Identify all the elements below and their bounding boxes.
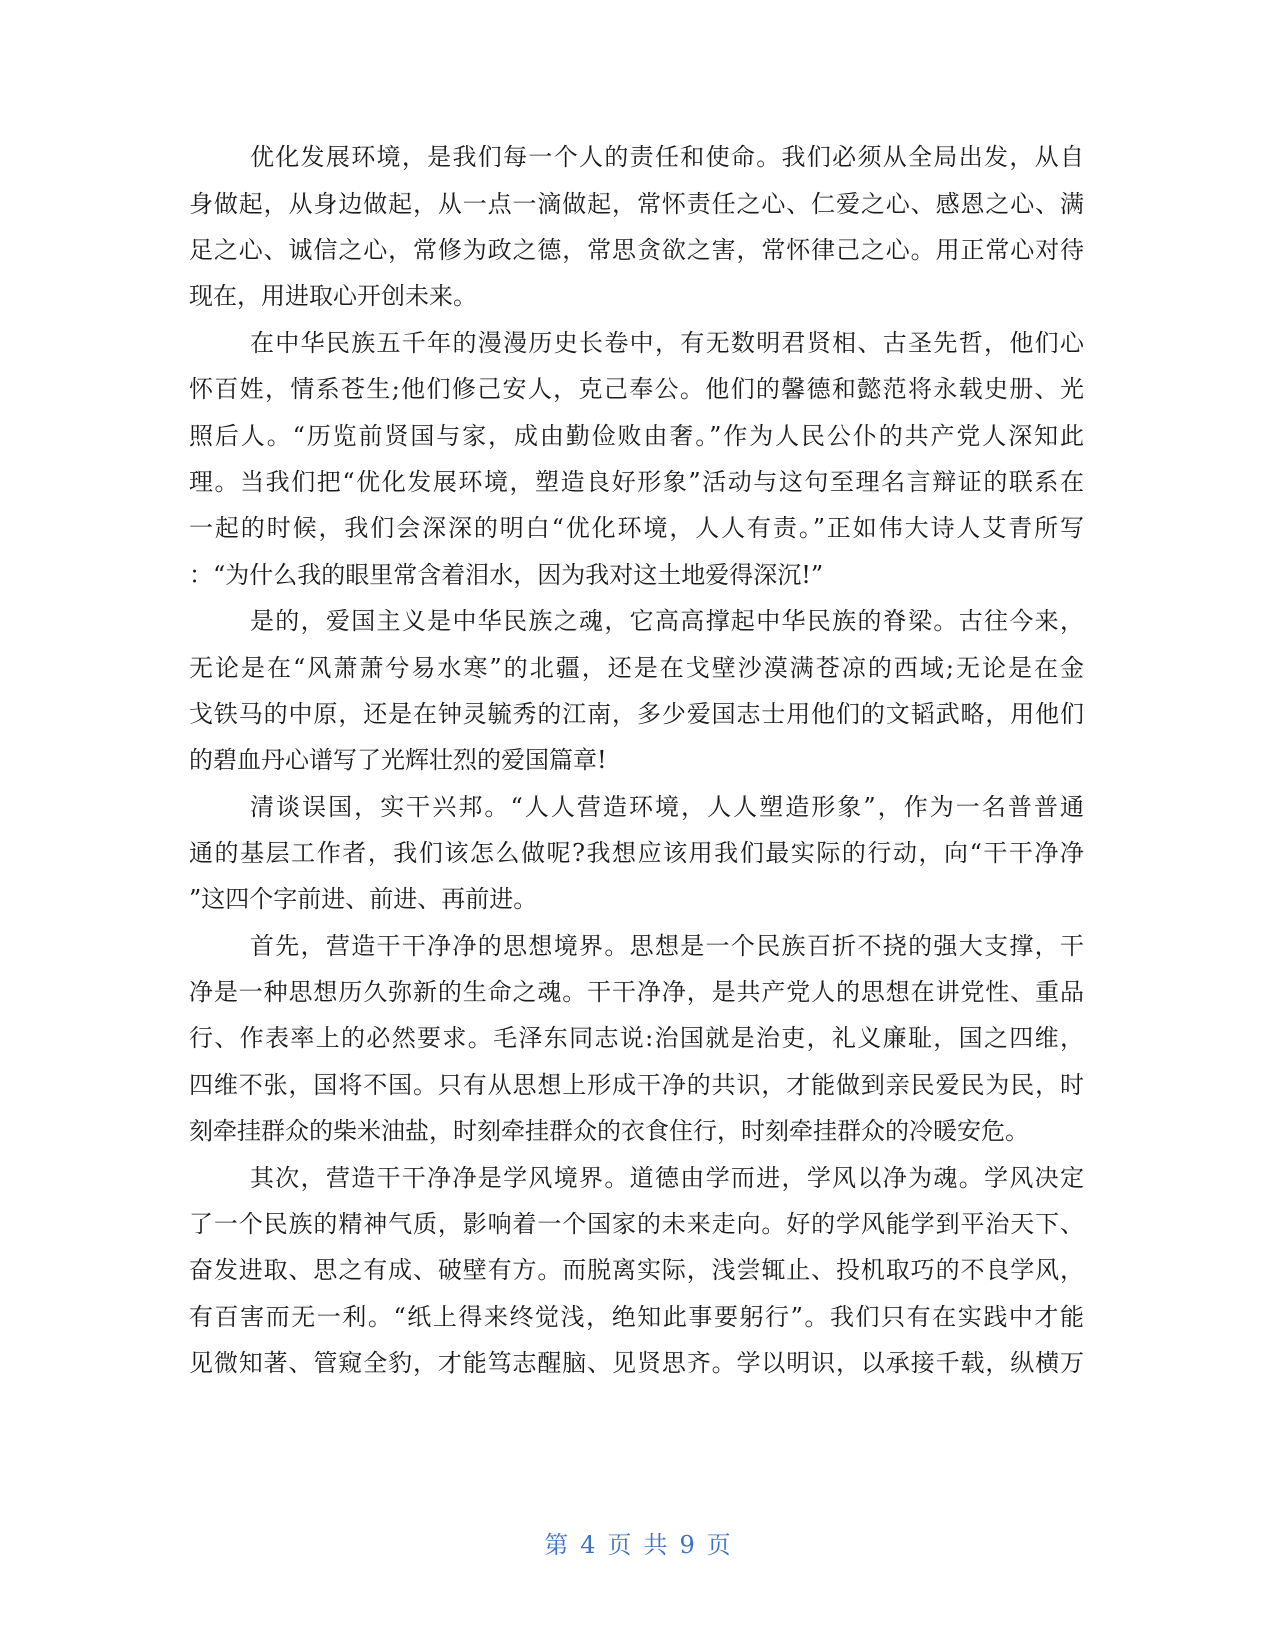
total-pages-number: 9	[679, 1531, 695, 1559]
text-line: 优化发展环境，是我们每一个人的责任和使命。我们必须从全局出发，从自	[250, 143, 1084, 171]
text-line: ”这四个字前进、前进、再前进。	[189, 885, 538, 913]
text-line: 足之心、诚信之心，常修为政之德，常思贪欲之害，常怀律己之心。用正常心对待	[189, 236, 1084, 264]
footer-prefix: 第	[544, 1531, 569, 1559]
text-line: 是的，爱国主义是中华民族之魂，它高高撑起中华民族的脊梁。古往今来，	[250, 607, 1084, 635]
text-line: 有百害而无一利。“纸上得来终觉浅，绝知此事要躬行”。我们只有在实践中才能	[189, 1303, 1084, 1331]
footer-page-word: 页	[607, 1531, 632, 1559]
footer-suffix: 页	[706, 1531, 731, 1559]
text-line: 理。当我们把“优化发展环境，塑造良好形象”活动与这句至理名言辩证的联系在	[189, 468, 1084, 496]
text-line: 见微知著、管窥全豹，才能笃志醒脑、见贤思齐。学以明识，以承接千载，纵横万	[189, 1349, 1084, 1377]
text-line: 现在，用进取心开创未来。	[189, 282, 477, 310]
page-number-footer	[0, 1527, 1275, 1563]
text-line: 了一个民族的精神气质，影响着一个国家的未来走向。好的学风能学到平治天下、	[189, 1210, 1084, 1238]
text-line: ：“为什么我的眼里常含着泪水，因为我对这土地爱得深沉!”	[189, 561, 824, 589]
text-line: 清谈误国，实干兴邦。“人人营造环境，人人塑造形象”，作为一名普普通	[250, 793, 1084, 821]
footer-total-word: 共	[643, 1531, 668, 1559]
text-line: 戈铁马的中原，还是在钟灵毓秀的江南，多少爱国志士用他们的文韬武略，用他们	[189, 700, 1084, 728]
text-line: 身做起，从身边做起，从一点一滴做起，常怀责任之心、仁爱之心、感恩之心、满	[189, 190, 1084, 218]
text-line: 奋发进取、思之有成、破壁有方。而脱离实际，浅尝辄止、投机取巧的不良学风，	[189, 1256, 1084, 1284]
text-line: 怀百姓，情系苍生;他们修己安人，克己奉公。他们的馨德和懿范将永载史册、光	[189, 375, 1084, 403]
text-line: 四维不张，国将不国。只有从思想上形成干净的共识，才能做到亲民爱民为民，时	[189, 1071, 1084, 1099]
current-page-number: 4	[580, 1531, 596, 1559]
text-line: 净是一种思想历久弥新的生命之魂。干干净净，是共产党人的思想在讲党性、重品	[189, 978, 1084, 1006]
text-line: 无论是在“风萧萧兮易水寒”的北疆，还是在戈壁沙漠满苍凉的西域;无论是在金	[189, 654, 1084, 682]
text-line: 一起的时候，我们会深深的明白“优化环境，人人有责。”正如伟大诗人艾青所写	[189, 514, 1084, 542]
text-line: 照后人。“历览前贤国与家，成由勤俭败由奢。”作为人民公仆的共产党人深知此	[189, 422, 1084, 450]
text-line: 的碧血丹心谱写了光辉壮烈的爱国篇章!	[189, 746, 607, 774]
text-line: 行、作表率上的必然要求。毛泽东同志说:治国就是治吏，礼义廉耻，国之四维，	[189, 1024, 1084, 1052]
text-line: 在中华民族五千年的漫漫历史长卷中，有无数明君贤相、古圣先哲，他们心	[250, 329, 1084, 357]
text-line: 刻牵挂群众的柴米油盐，时刻牵挂群众的衣食住行，时刻牵挂群众的冷暖安危。	[189, 1117, 1029, 1145]
text-line: 通的基层工作者，我们该怎么做呢?我想应该用我们最实际的行动，向“干干净净	[189, 839, 1084, 867]
text-line: 其次，营造干干净净是学风境界。道德由学而进，学风以净为魂。学风决定	[250, 1164, 1084, 1192]
text-line: 首先，营造干干净净的思想境界。思想是一个民族百折不挠的强大支撑，干	[250, 932, 1084, 960]
